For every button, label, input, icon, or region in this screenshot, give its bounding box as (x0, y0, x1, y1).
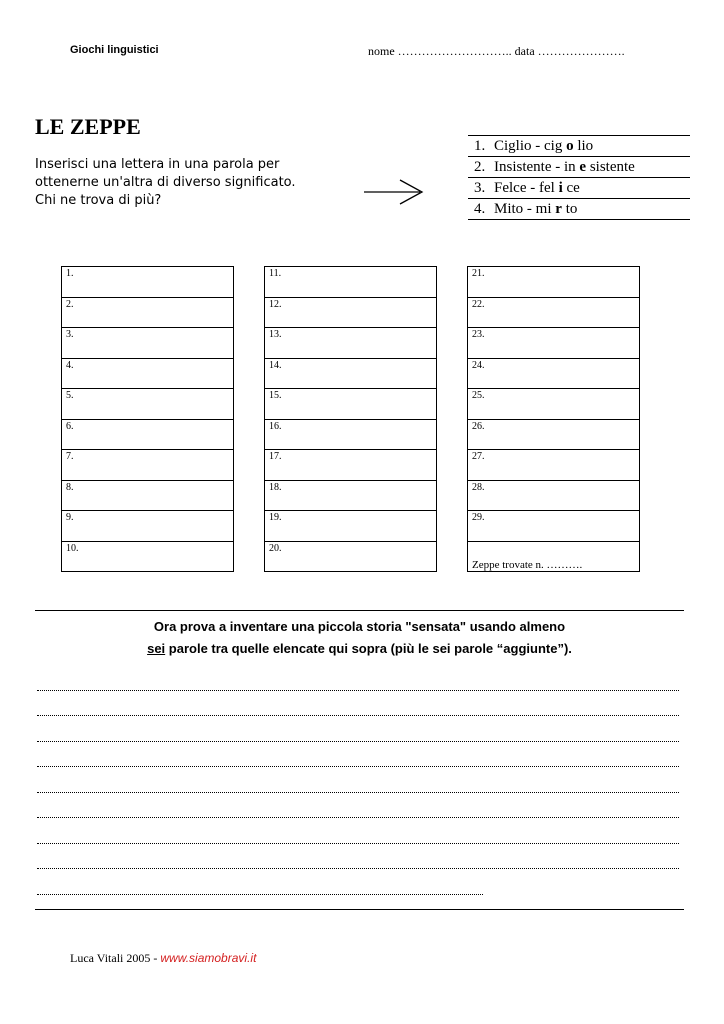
answer-cell[interactable]: 22. (468, 298, 639, 329)
footer-author: Luca Vitali 2005 - (70, 951, 161, 965)
answer-cell[interactable]: 23. (468, 328, 639, 359)
writing-line[interactable] (37, 690, 679, 691)
instructions-line: Chi ne trova di più? (35, 193, 162, 208)
underlined-word: sei (147, 641, 166, 656)
answer-column-1 (61, 266, 234, 572)
answer-cell[interactable]: 18. (265, 481, 436, 512)
answer-cell[interactable]: 10. (66, 542, 79, 554)
answer-cell[interactable]: 2. (62, 298, 233, 329)
answer-cell[interactable]: 24. (468, 359, 639, 390)
story-prompt (35, 616, 684, 660)
writing-line[interactable] (37, 817, 679, 818)
answer-cell[interactable]: 19. (265, 511, 436, 542)
examples-list (468, 135, 690, 220)
answer-cell[interactable]: 7. (62, 450, 233, 481)
answer-cell[interactable]: 13. (265, 328, 436, 359)
answer-column-2 (264, 266, 437, 572)
answer-cell[interactable]: 28. (468, 481, 639, 512)
answer-cell[interactable]: 21. (468, 267, 639, 298)
answer-cell[interactable]: 29. (468, 511, 639, 542)
answer-cell[interactable]: 16. (265, 420, 436, 451)
answer-cell[interactable]: 8. (62, 481, 233, 512)
writing-line[interactable] (37, 715, 679, 716)
answer-cell[interactable]: 26. (468, 420, 639, 451)
writing-line[interactable] (37, 894, 483, 895)
writing-line[interactable] (37, 792, 679, 793)
example-row: 2. Insistente - in e sistente (468, 157, 690, 178)
answer-cell[interactable]: 9. (62, 511, 233, 542)
instructions-line: Inserisci una lettera in una parola per (35, 157, 280, 172)
answer-cell[interactable]: 15. (265, 389, 436, 420)
answer-cell[interactable]: 25. (468, 389, 639, 420)
writing-line[interactable] (37, 741, 679, 742)
answer-cell[interactable]: 11. (265, 267, 436, 298)
instructions-line: ottenerne un'altra di diverso significato. (35, 175, 296, 190)
footer (70, 951, 256, 966)
answer-cell[interactable]: 20. (269, 542, 282, 554)
example-row: 4. Mito - mi r to (468, 199, 690, 220)
answer-cell[interactable]: 17. (265, 450, 436, 481)
answer-cell[interactable]: 6. (62, 420, 233, 451)
header-title: Giochi linguistici (70, 44, 159, 56)
bottom-divider (35, 909, 684, 910)
right-arrow-icon (362, 176, 426, 208)
answer-cell[interactable]: 3. (62, 328, 233, 359)
answer-cell[interactable]: 12. (265, 298, 436, 329)
answer-cell[interactable]: 27. (468, 450, 639, 481)
answer-cell[interactable]: 4. (62, 359, 233, 390)
prompt-line: sei parole tra quelle elencate qui sopra (più le sei parole “aggiunte”). (147, 641, 572, 656)
writing-line[interactable] (37, 766, 679, 767)
writing-line[interactable] (37, 843, 679, 844)
instructions (35, 156, 365, 210)
section-divider (35, 610, 684, 611)
page-title: LE ZEPPE (35, 114, 141, 139)
count-cell[interactable]: Zeppe trovate n. ………. (472, 559, 583, 571)
answer-column-3 (467, 266, 640, 572)
answer-cell[interactable]: 5. (62, 389, 233, 420)
prompt-line: Ora prova a inventare una piccola storia "sensata" usando almeno (153, 619, 566, 634)
example-row: 1. Ciglio - cig o lio (468, 136, 690, 157)
writing-line[interactable] (37, 868, 679, 869)
answer-cell[interactable]: 1. (62, 267, 233, 298)
name-date-fields: nome ……………………….. data …………………. (368, 44, 625, 58)
example-row: 3. Felce - fel i ce (468, 178, 690, 199)
footer-site-link[interactable]: www.siamobravi.it (160, 951, 257, 965)
answer-cell[interactable]: 14. (265, 359, 436, 390)
